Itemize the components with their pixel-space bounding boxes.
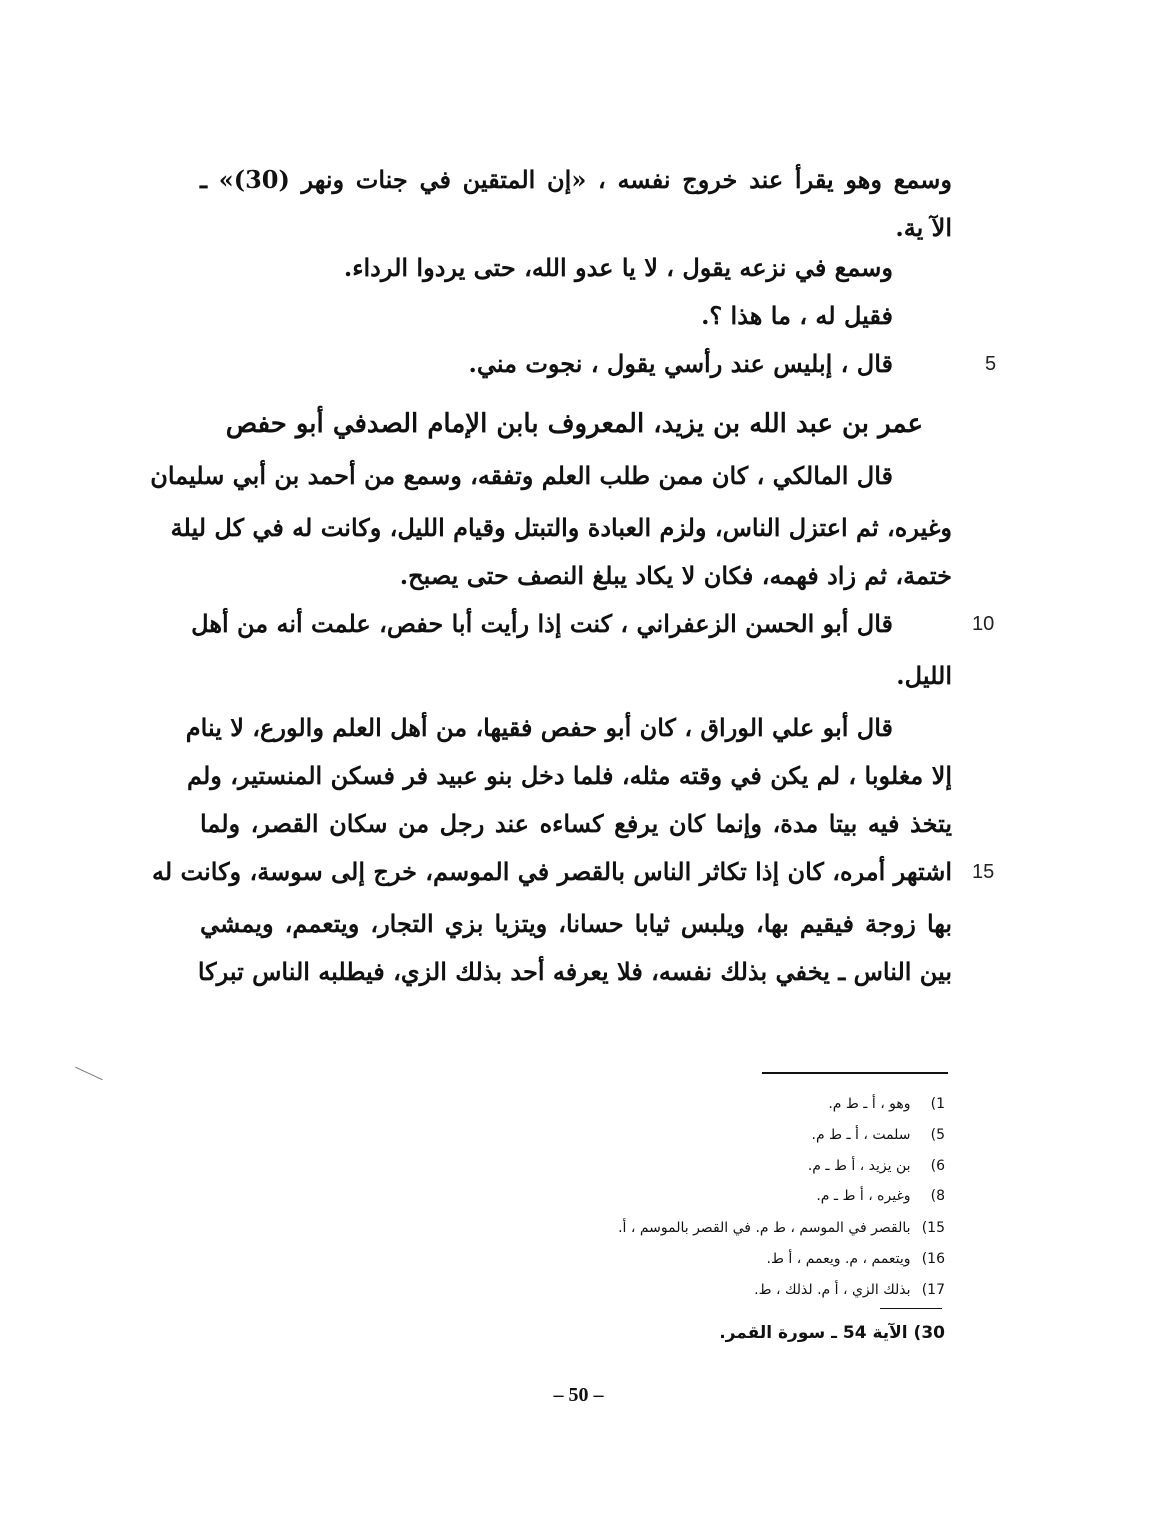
body-line-14: يتخذ فيه بيتا مدة، وإنما كان يرفع كساءه عند رجل من سكان القصر، ولما <box>200 809 952 838</box>
footnote-text: بالقصر في الموسم ، ط م. في القصر بالموسم ، أ. <box>618 1220 911 1236</box>
footnote-number: 5) <box>930 1127 945 1143</box>
footnote-text: سلمت ، أ ـ ط م. <box>811 1127 911 1143</box>
footnote-text: وغيره ، أ ط ـ م. <box>816 1188 911 1204</box>
line-number-15: 15 <box>972 861 995 883</box>
body-line-16: بها زوجة فيقيم بها، ويلبس ثيابا حسانا، ويتزيا بزي التجار، ويتعمم، ويمشي <box>200 909 952 938</box>
body-line-5: قال ، إبليس عند رأسي يقول ، نجوت مني. <box>468 349 893 378</box>
body-line-12: قال أبو علي الوراق ، كان أبو حفص فقيها، من أهل العلم والورع، لا ينام <box>185 713 893 742</box>
body-line-1: وسمع وهو يقرأ عند خروج نفسه ، «إن المتقين في جنات ونهر (30)» ـ <box>200 165 952 194</box>
footnote-number: 6) <box>930 1158 945 1174</box>
footnote-5 <box>812 1124 946 1146</box>
body-line-9: ختمة، ثم زاد فهمه، فكان لا يكاد يبلغ النصف حتى يصبح. <box>399 561 952 590</box>
page-number: – 50 – <box>553 1384 604 1406</box>
body-line-15: اشتهر أمره، كان إذا تكاثر الناس بالقصر في الموسم، خرج إلى سوسة، وكانت له <box>151 857 952 886</box>
footnote-text: وهو ، أ ـ ط م. <box>828 1096 911 1112</box>
footnote-text: ويتعمم ، م. ويعمم ، أ ط. <box>766 1251 911 1267</box>
scan-speck <box>75 1067 103 1081</box>
body-line-10: قال أبو الحسن الزعفراني ، كنت إذا رأيت أبا حفص، علمت أنه من أهل <box>191 609 893 638</box>
footnote-number: 16) <box>921 1251 945 1267</box>
footnote-text: بذلك الزي ، أ م. لذلك ، ط. <box>754 1282 911 1298</box>
body-line-17: بين الناس ـ يخفي بذلك نفسه، فلا يعرفه أحد بذلك الزي، فيطلبه الناس تبركا <box>197 957 952 986</box>
body-line-4: فقيل له ، ما هذا ؟. <box>701 301 893 330</box>
footnote-separator <box>762 1072 948 1074</box>
body-line-3: وسمع في نزعه يقول ، لا يا عدو الله، حتى يردوا الرداء. <box>343 253 893 282</box>
footnote-number: 1) <box>930 1096 945 1112</box>
footnote-17 <box>754 1279 945 1301</box>
footnote-1 <box>828 1093 945 1115</box>
footnote-8 <box>816 1185 945 1207</box>
footnote-number: 15) <box>921 1220 945 1236</box>
footnote-number: 17) <box>921 1282 945 1298</box>
footnote-15 <box>618 1217 945 1239</box>
body-line-2: الآ ية. <box>895 213 952 242</box>
body-line-13: إلا مغلوبا ، لم يكن في وقته مثله، فلما دخل بنو عبيد فر فسكن المنستير، ولم <box>187 761 952 790</box>
body-line-7: قال المالكي ، كان ممن طلب العلم وتفقه، وسمع من أحمد بن أبي سليمان <box>150 461 893 490</box>
line-number-5: 5 <box>985 353 997 375</box>
footnote-6 <box>808 1155 945 1177</box>
quran-reference-note: 30) الآية 54 ـ سورة القمر. <box>719 1323 945 1343</box>
body-line-11: الليل. <box>896 661 952 690</box>
section-heading: عمر بن عبد الله بن يزيد، المعروف بابن الإمام الصدفي أبو حفص <box>225 409 923 439</box>
footnote-number: 8) <box>930 1188 945 1204</box>
line-number-10: 10 <box>972 613 995 635</box>
body-line-8: وغيره، ثم اعتزل الناس، ولزم العبادة والتبتل وقيام الليل، وكانت له في كل ليلة <box>170 513 952 542</box>
footnote-16 <box>767 1248 945 1270</box>
footnote-text: بن يزيد ، أ ط ـ م. <box>807 1158 911 1174</box>
note-separator <box>880 1308 942 1309</box>
